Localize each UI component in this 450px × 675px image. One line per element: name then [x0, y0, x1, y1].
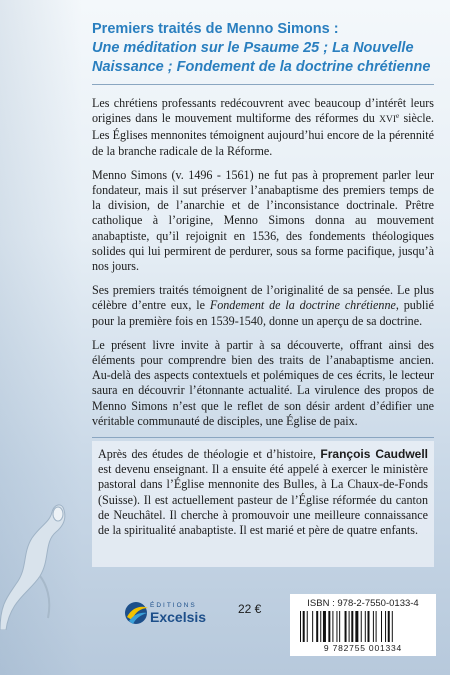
isbn-label: ISBN : 978-2-7550-0133-4: [307, 598, 419, 609]
barcode-digits: 9 782755 001334: [323, 643, 403, 653]
publisher-logo: [124, 598, 214, 630]
title-block: [92, 20, 432, 77]
excelsis-swoosh-icon: [124, 598, 150, 628]
book-subtitle-line-2: Naissance ; Fondement de la doctrine chrétienne: [92, 59, 431, 75]
paragraph-3: Ses premiers traités témoignent de l’originalité de sa pensée. Le plus célèbre d’entre eux, le Fondement de la doctrine chrétienne, publié pour la première fois en 1539-1540, donne un aperçu de sa doctrine.: [92, 283, 434, 328]
century-numeral: XVI: [379, 115, 397, 126]
author-bio: Après des études de théologie et d’histoire, François Caudwell est devenu enseignant. Il a ensuite été appelé à exercer le ministère pastoral dans l’Église mennonite des Bulles, à La Chaux-de-Fonds (Suisse). Il est actuellement pasteur de l’Église réformée du canton de Neuchâtel. Il cherche à promouvoir une meilleure connaissance de la spiritualité anabaptiste. Il est marié et père de quatre enfants.: [92, 441, 434, 567]
paragraph-2: Menno Simons (v. 1496 - 1561) ne fut pas à proprement parler leur fondateur, mais il sut préserver l’anabaptisme des premiers temps de la division, de l’anarchie et de l’inconsistance doctrinale. Prêtre catholique à l’origine, Menno Simons donna au mouvement anabaptiste, qu’il rejoignit en 1536, des fondements théologiques solides qui lui permirent de perdurer, sous sa forme pacifique, jusqu’à nos jours.: [92, 167, 434, 274]
author-name: François Caudwell: [320, 447, 428, 461]
sculpture-image: [0, 480, 70, 630]
paragraph-4: Le présent livre invite à partir à sa découverte, offrant ainsi des éléments pour comprendre bien des traits de l’anabaptisme ancien. Au-delà des aspects contextuels et polémiques de ces écrits, le lecteur saura en découvrir l’étonnante actualité. La virulence des propos de Menno Simons n’est que le reflet de son désir ardent d’édifier une véritable communauté de disciples, une Église de paix.: [92, 337, 434, 428]
divider: [92, 437, 434, 438]
blurb: [92, 96, 434, 438]
barcode-block: [290, 594, 436, 656]
barcode: [298, 611, 428, 642]
publisher-label: ÉDITIONS: [150, 602, 197, 609]
paragraph-1: Les chrétiens professants redécouvrent avec beaucoup d’intérêt leurs origines dans le mouvement multiforme des réformes du XVIe siècle. Les Églises mennonites témoignent aujourd’hui encore de la pérennité de la branche radicale de la Réforme.: [92, 96, 434, 158]
price: 22 €: [238, 602, 262, 616]
book-subtitle-line-1: Une méditation sur le Psaume 25 ; La Nouvelle: [92, 40, 414, 56]
publisher-name: Excelsis: [150, 609, 207, 625]
divider: [92, 84, 434, 85]
book-title: Premiers traités de Menno Simons :: [92, 21, 339, 37]
work-title: Fondement de la doctrine chrétienne: [209, 298, 396, 313]
